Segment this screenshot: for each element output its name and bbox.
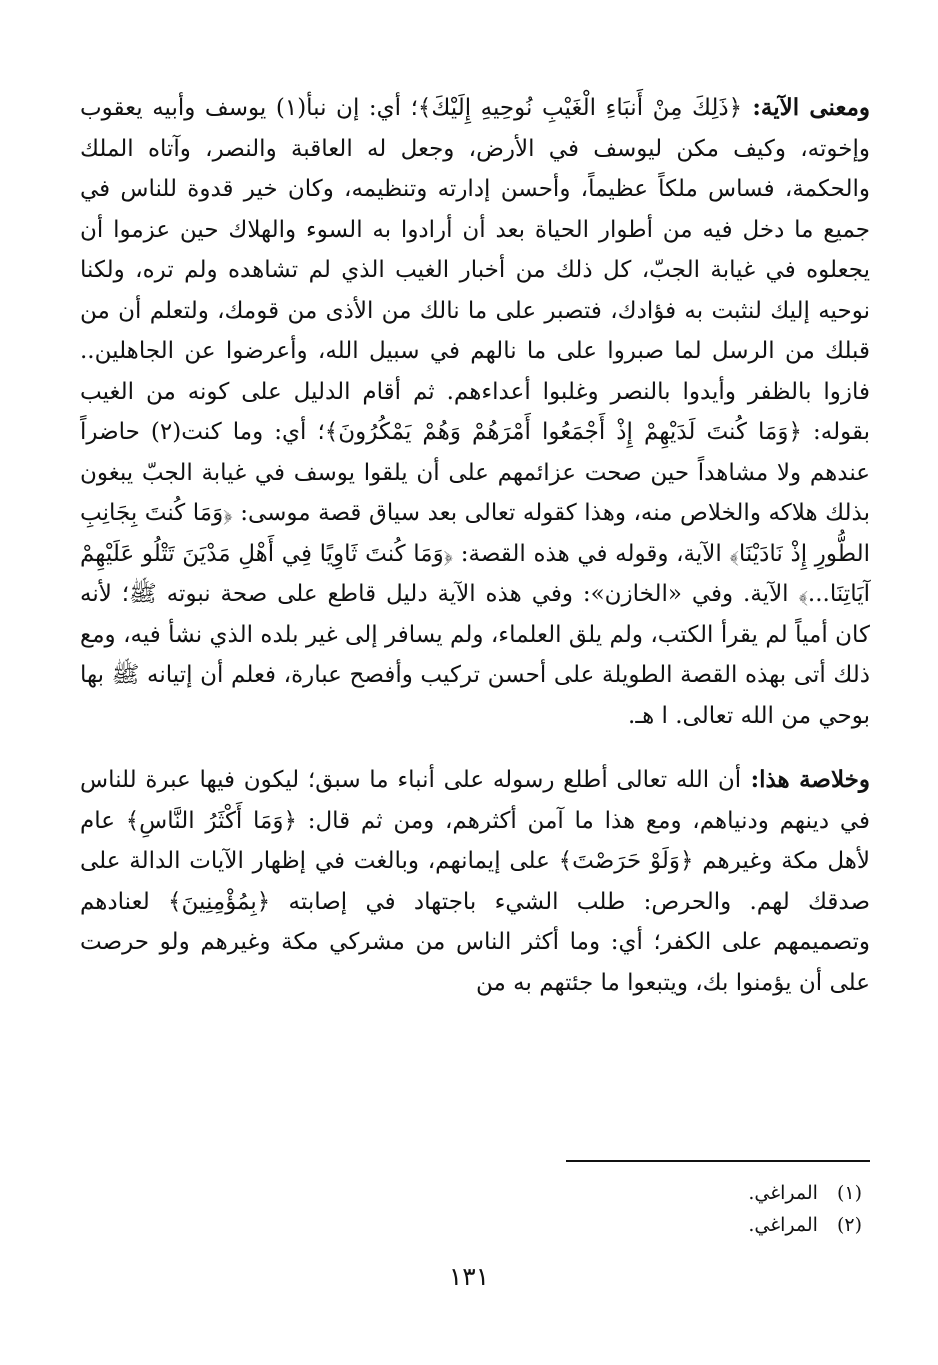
paragraph-summary [80,760,870,1003]
paragraph-text: ﴿ذَلِكَ مِنْ أَنبَاءِ الْغَيْبِ نُوحِيهِ إِلَيْكَ﴾؛ أي: إن نبأ(١) يوسف وأبيه يعقوب وإخوته، وكيف مكن ليوسف في الأرض، وجعل له العاقبة والنصر، وآتاه الملك والحكمة، فساس ملكاً عظيماً، وأحسن إدارته وتنظيمه، وكان خير قدوة للناس في جميع ما دخل فيه من أطوار الحياة بعد أن أرادوا به السوء والهلاك حين عزموا أن يجعلوه في غيابة الجبّ، كل ذلك من أخبار الغيب الذي لم تشاهده ولم تره، ولكنا نوحيه إليك لنثبت به فؤادك، فتصبر على ما نالك من الأذى من قومك، ولتعلم أن من قبلك من الرسل لما صبروا على ما نالهم في سبيل الله، وأعرضوا عن الجاهلين.. فازوا بالظفر وأيدوا بالنصر وغلبوا أعداءهم. ثم أقام الدليل على كونه من الغيب بقوله: ﴿وَمَا كُنتَ لَدَيْهِمْ إِذْ أَجْمَعُوا أَمْرَهُمْ وَهُمْ يَمْكُرُونَ﴾؛ أي: وما كنت(٢) حاضراً عندهم ولا مشاهداً حين صحت عزائمهم على أن يلقوا يوسف في غيابة الجبّ يبغون بذلك هلاكه والخلاص منه، وهذا كقوله تعالى بعد سياق قصة موسى: ﴿وَمَا كُنتَ بِجَانِبِ الطُّورِ إِذْ نَادَيْنَا﴾ الآية، وقوله في هذه القصة: ﴿وَمَا كُنتَ ثَاوِيًا فِي أَهْلِ مَدْيَنَ تَتْلُو عَلَيْهِمْ آيَاتِنَا...﴾ الآية. وفي «الخازن»: وفي هذه الآية دليل قاطع على صحة نبوته ﷺ؛ لأنه كان أمياً لم يقرأ الكتب، ولم يلق العلماء، ولم يسافر إلى غير بلده الذي نشأ فيه، ومع ذلك أتى بهذه القصة الطويلة على أحسن تركيب وأفصح عبارة، فعلم أن إتيانه ﷺ بها بوحي من الله تعالى. ا هـ. [80,95,871,729]
paragraph-heading: ومعنى الآية: [742,94,870,121]
paragraph-heading: وخلاصة هذا: [741,766,870,793]
footnote-text: المراغي. [748,1214,818,1236]
page-number: ١٣١ [448,1262,490,1291]
footnote-number: (٢) [836,1214,862,1236]
page-body [80,88,870,1003]
footnote-number: (١) [836,1182,862,1204]
footnote-divider [566,1160,870,1162]
paragraph-verse-meaning [80,88,870,736]
footnote-item [462,1177,862,1209]
footnote-item [462,1209,862,1241]
footnote-text: المراغي. [748,1182,818,1204]
paragraph-text: أن الله تعالى أطلع رسوله على أنباء ما سبق؛ ليكون فيها عبرة للناس في دينهم ودنياهم، ومع هذا ما آمن أكثرهم، ومن ثم قال: ﴿وَمَا أَكْثَرُ النَّاسِ﴾ عام لأهل مكة وغيرهم ﴿وَلَوْ حَرَصْتَ﴾ على إيمانهم، وبالغت في إظهار الآيات الدالة على صدقك لهم. والحرص: طلب الشيء باجتهاد في إصابته ﴿بِمُؤْمِنِينَ﴾ لعنادهم وتصميمهم على الكفر؛ أي: وما أكثر الناس من مشركي مكة وغيرهم ولو حرصت على أن يؤمنوا بك، ويتبعوا ما جئتهم به من [80,767,870,996]
footnotes [462,1177,862,1241]
